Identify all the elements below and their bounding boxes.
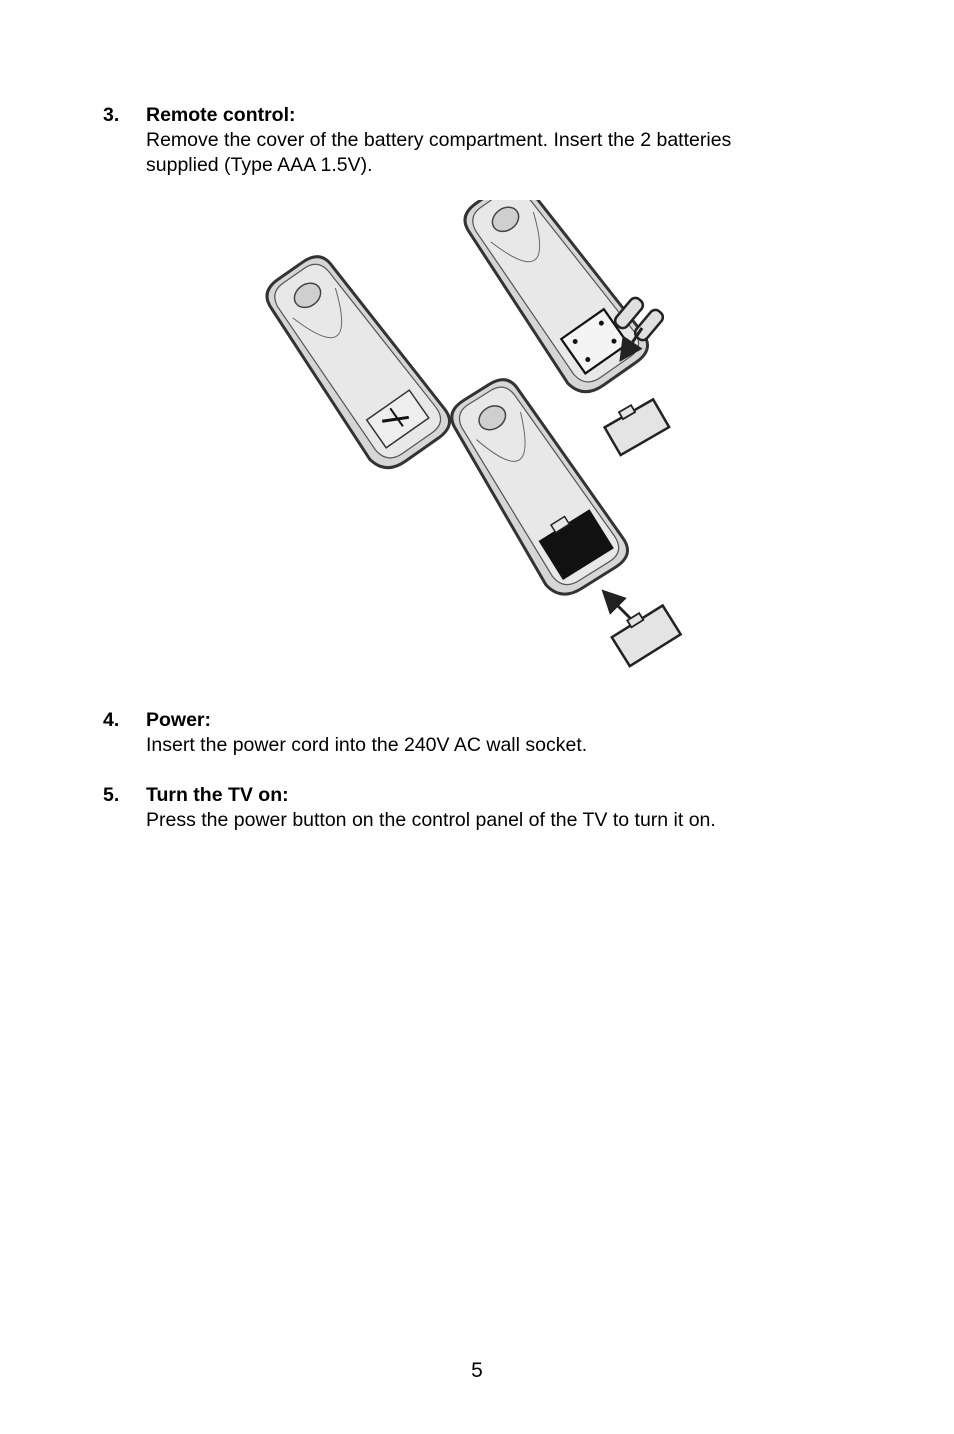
step-text-line: Press the power button on the control panel of the TV to turn it on. <box>146 809 716 831</box>
page-number: 5 <box>471 1359 483 1382</box>
step-body <box>146 103 843 178</box>
step-number: 5. <box>103 784 120 806</box>
battery-cover-icon <box>609 600 681 666</box>
step-title: Turn the TV on: <box>146 784 289 806</box>
step-text-line: Remove the cover of the battery compartment. Insert the 2 batteries <box>146 129 732 151</box>
remote-open-icon <box>453 200 654 401</box>
step-remote-control <box>103 103 843 178</box>
step-number: 3. <box>103 104 120 126</box>
step-number: 4. <box>103 709 120 731</box>
step-body <box>146 708 843 758</box>
step-text-line: supplied (Type AAA 1.5V). <box>146 154 373 176</box>
slide-arrow-icon <box>610 598 630 618</box>
step-power <box>103 708 843 758</box>
step-title: Remote control: <box>146 104 296 126</box>
remote-battery-illustration <box>240 200 700 680</box>
step-body <box>146 783 843 833</box>
battery-cover-icon <box>602 394 669 455</box>
remote-closed-icon <box>255 244 456 478</box>
step-text-line: Insert the power cord into the 240V AC wall socket. <box>146 734 588 756</box>
remote-battery-installation-icon <box>240 200 700 680</box>
remote-cover-icon <box>440 367 634 603</box>
step-turn-tv-on <box>103 783 843 833</box>
step-title: Power: <box>146 709 212 731</box>
